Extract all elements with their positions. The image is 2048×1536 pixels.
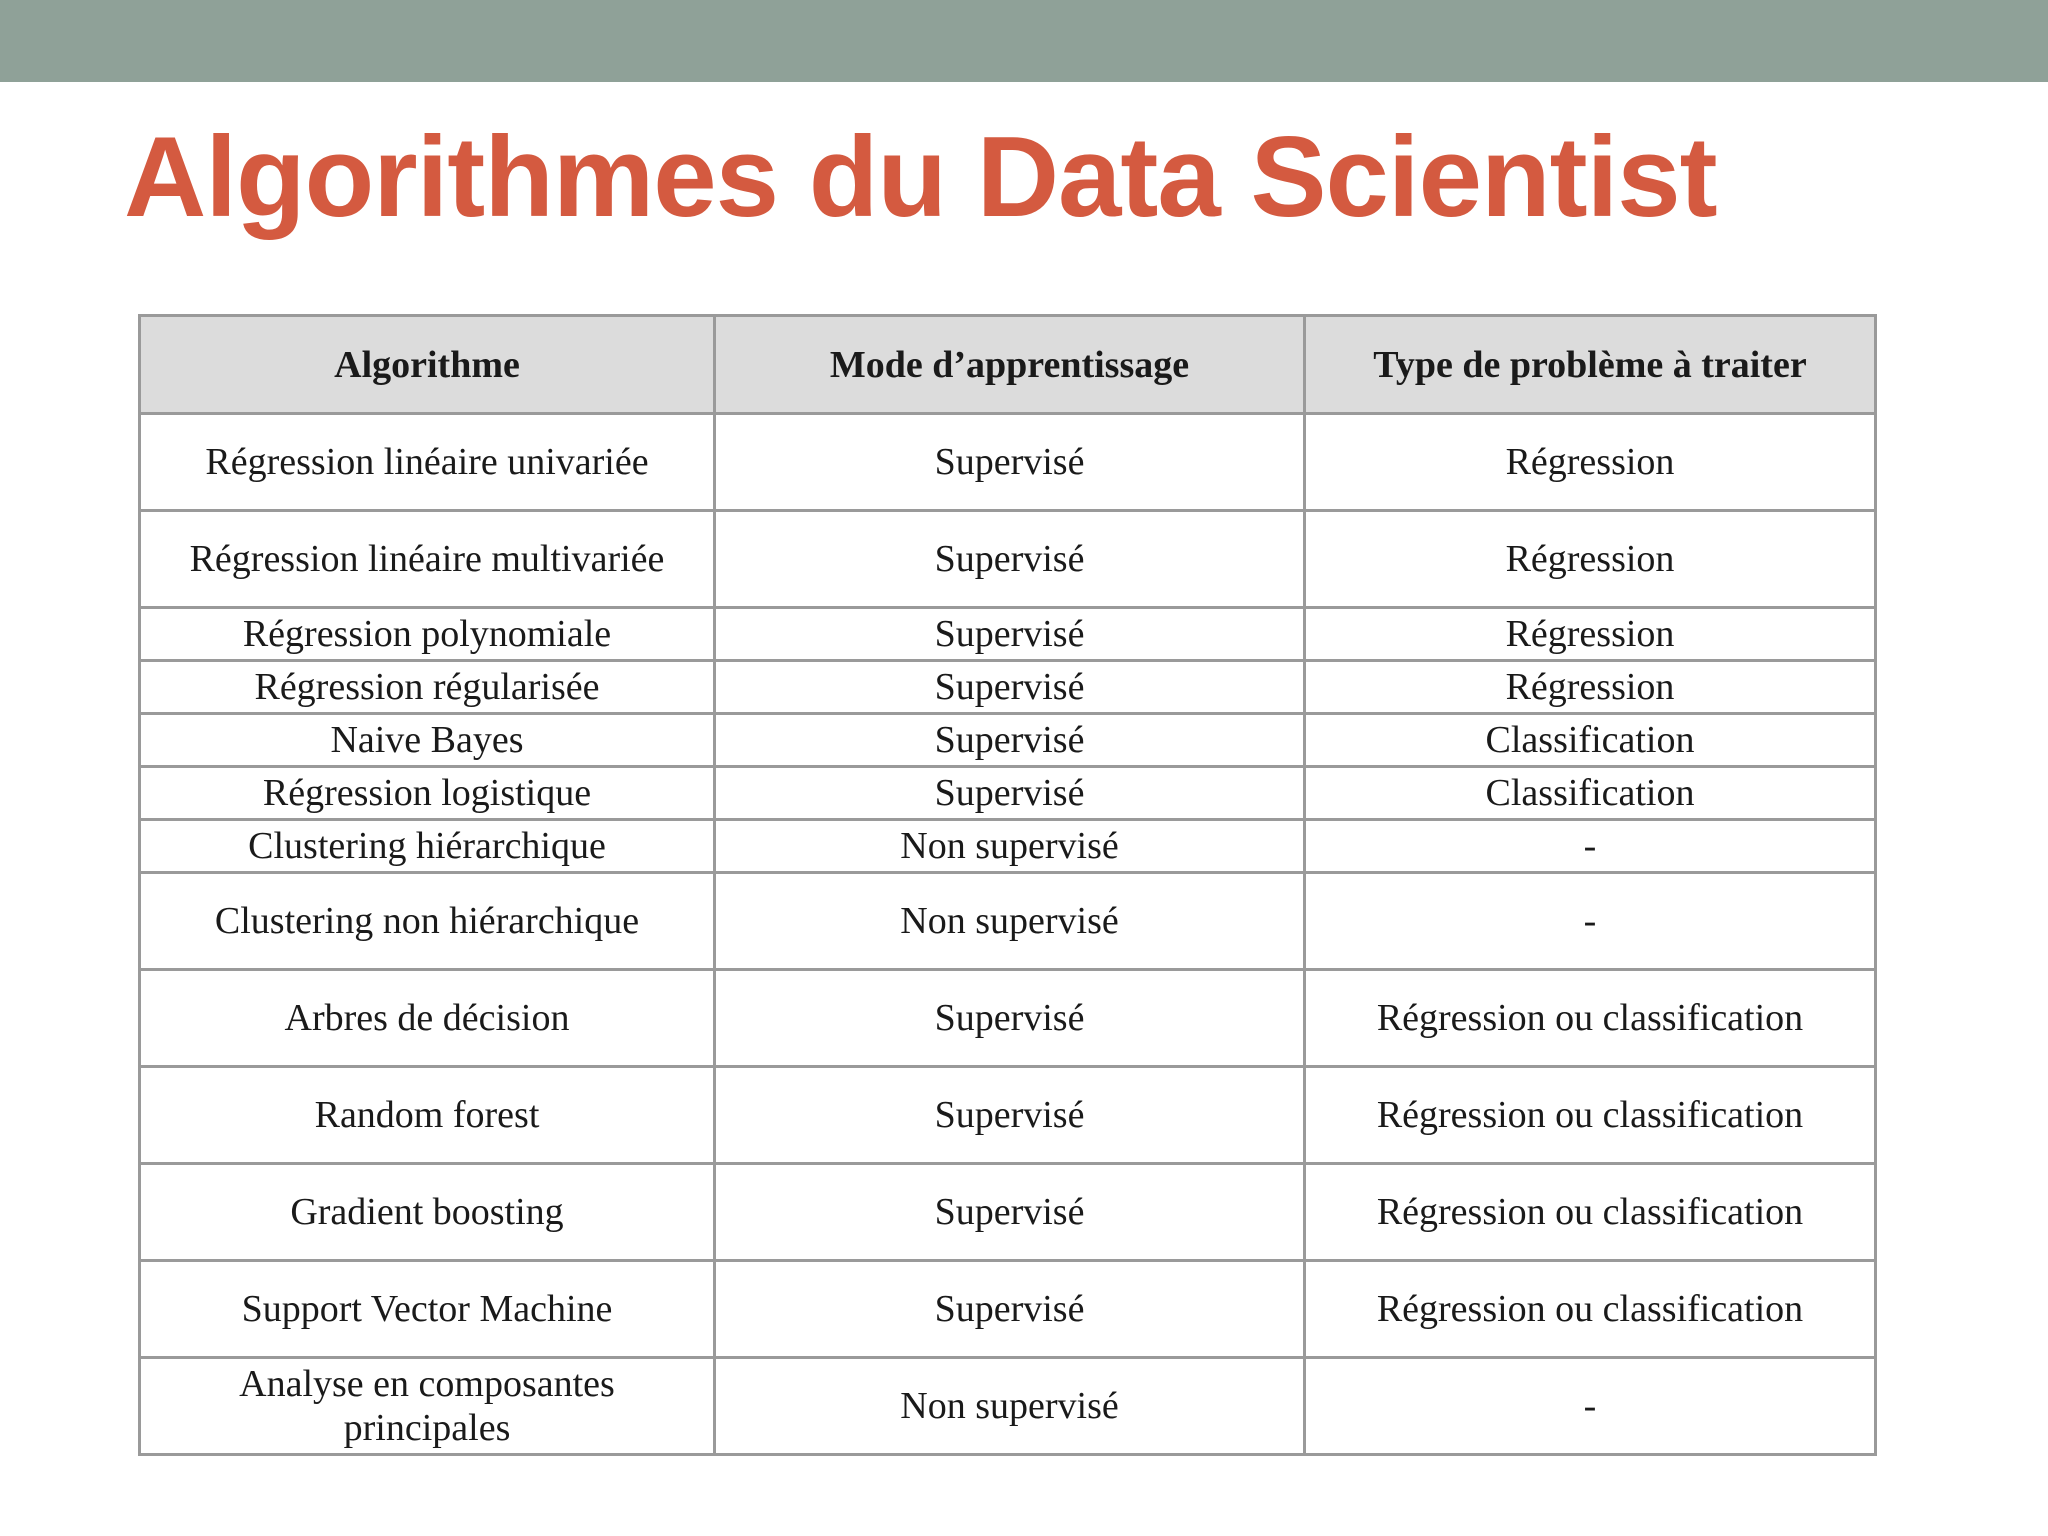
- table-row: [140, 820, 1876, 873]
- cell-problem-type: Classification: [1305, 714, 1876, 767]
- cell-algorithm: Clustering non hiérarchique: [140, 873, 715, 970]
- cell-problem-type: Régression: [1305, 608, 1876, 661]
- cell-learning-mode: Supervisé: [715, 1164, 1305, 1261]
- cell-learning-mode: Supervisé: [715, 767, 1305, 820]
- table-row: [140, 414, 1876, 511]
- cell-learning-mode: Supervisé: [715, 970, 1305, 1067]
- cell-problem-type: -: [1305, 873, 1876, 970]
- cell-learning-mode: Supervisé: [715, 608, 1305, 661]
- cell-learning-mode: Supervisé: [715, 1067, 1305, 1164]
- table-row: [140, 1358, 1876, 1455]
- table-row: [140, 608, 1876, 661]
- cell-algorithm: Régression linéaire univariée: [140, 414, 715, 511]
- cell-problem-type: Régression ou classification: [1305, 1164, 1876, 1261]
- cell-algorithm: Régression linéaire multivariée: [140, 511, 715, 608]
- cell-learning-mode: Supervisé: [715, 1261, 1305, 1358]
- header-type-probleme: Type de problème à traiter: [1305, 316, 1876, 414]
- cell-algorithm: Clustering hiérarchique: [140, 820, 715, 873]
- cell-learning-mode: Non supervisé: [715, 1358, 1305, 1455]
- cell-problem-type: Régression: [1305, 511, 1876, 608]
- cell-algorithm: Arbres de décision: [140, 970, 715, 1067]
- table-row: [140, 511, 1876, 608]
- cell-learning-mode: Supervisé: [715, 714, 1305, 767]
- algorithm-table-container: [138, 314, 1874, 1456]
- table-row: [140, 873, 1876, 970]
- cell-algorithm: Régression logistique: [140, 767, 715, 820]
- cell-algorithm: Régression polynomiale: [140, 608, 715, 661]
- cell-problem-type: -: [1305, 820, 1876, 873]
- cell-algorithm: Random forest: [140, 1067, 715, 1164]
- cell-problem-type: Régression ou classification: [1305, 1261, 1876, 1358]
- cell-algorithm: Analyse en composantes principales: [140, 1358, 715, 1455]
- cell-problem-type: Classification: [1305, 767, 1876, 820]
- cell-problem-type: Régression ou classification: [1305, 970, 1876, 1067]
- cell-problem-type: Régression: [1305, 414, 1876, 511]
- cell-learning-mode: Supervisé: [715, 661, 1305, 714]
- table-header-row: [140, 316, 1876, 414]
- cell-problem-type: -: [1305, 1358, 1876, 1455]
- cell-algorithm: Support Vector Machine: [140, 1261, 715, 1358]
- cell-algorithm: Gradient boosting: [140, 1164, 715, 1261]
- slide-title: Algorithmes du Data Scientist: [124, 114, 1717, 241]
- table-row: [140, 1164, 1876, 1261]
- algorithm-table: [138, 314, 1877, 1456]
- table-row: [140, 1067, 1876, 1164]
- cell-learning-mode: Non supervisé: [715, 820, 1305, 873]
- cell-problem-type: Régression ou classification: [1305, 1067, 1876, 1164]
- cell-learning-mode: Non supervisé: [715, 873, 1305, 970]
- table-row: [140, 1261, 1876, 1358]
- header-algorithme: Algorithme: [140, 316, 715, 414]
- cell-problem-type: Régression: [1305, 661, 1876, 714]
- cell-algorithm: Régression régularisée: [140, 661, 715, 714]
- table-row: [140, 970, 1876, 1067]
- cell-algorithm: Naive Bayes: [140, 714, 715, 767]
- table-row: [140, 767, 1876, 820]
- table-row: [140, 714, 1876, 767]
- top-accent-bar: [0, 0, 2048, 82]
- table-row: [140, 661, 1876, 714]
- header-mode-apprentissage: Mode d’apprentissage: [715, 316, 1305, 414]
- cell-learning-mode: Supervisé: [715, 511, 1305, 608]
- cell-learning-mode: Supervisé: [715, 414, 1305, 511]
